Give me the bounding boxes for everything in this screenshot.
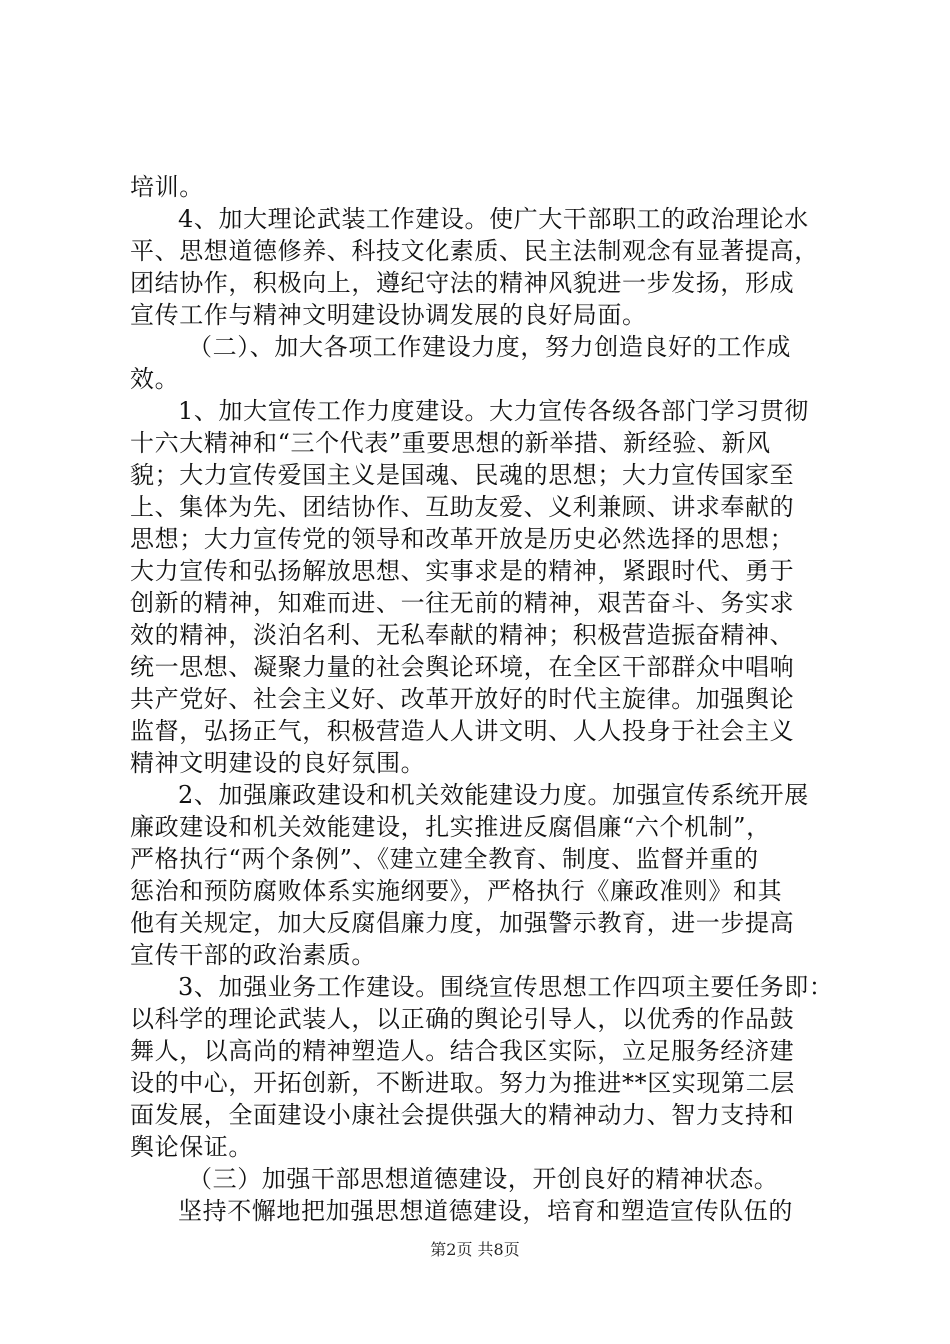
text-line: 平、思想道德修养、科技文化素质、民主法制观念有显著提高，	[130, 237, 819, 265]
text-line: 精神文明建设的良好氛围。	[130, 749, 426, 777]
text-line: 2、加强廉政建设和机关效能建设力度。加强宣传系统开展	[178, 781, 809, 809]
text-line: 面发展，全面建设小康社会提供强大的精神动力、智力支持和	[130, 1101, 795, 1129]
text-line: 严格执行“两个条例”、《建立建全教育、制度、监督并重的	[130, 845, 759, 873]
text-line: 貌；大力宣传爱国主义是国魂、民魂的思想；大力宣传国家至	[130, 461, 795, 489]
text-line: 3、加强业务工作建设。围绕宣传思想工作四项主要任务即：	[178, 973, 834, 1001]
text-line: 效的精神，淡泊名利、无私奉献的精神；积极营造振奋精神、	[130, 621, 795, 649]
text-line: 惩治和预防腐败体系实施纲要》，严格执行《廉政准则》和其	[130, 877, 783, 905]
text-line: 培训。	[130, 173, 204, 201]
text-line: （三）加强干部思想道德建设，开创良好的精神状态。	[188, 1165, 779, 1193]
text-line: 设的中心，开拓创新，不断进取。努力为推进**区实现第二层	[130, 1069, 795, 1097]
text-line: 大力宣传和弘扬解放思想、实事求是的精神，紧跟时代、勇于	[130, 557, 795, 585]
text-line: 创新的精神，知难而进、一往无前的精神，艰苦奋斗、务实求	[130, 589, 795, 617]
text-line: 效。	[130, 365, 180, 393]
text-line: 1、加大宣传工作力度建设。大力宣传各级各部门学习贯彻	[178, 397, 809, 425]
text-line: 4、加大理论武装工作建设。使广大干部职工的政治理论水	[178, 205, 809, 233]
document-body	[130, 171, 834, 1227]
text-line: 坚持不懈地把加强思想道德建设，培育和塑造宣传队伍的	[178, 1197, 793, 1225]
page-footer: 第2页 共8页	[430, 1240, 520, 1259]
text-line: 监督，弘扬正气，积极营造人人讲文明、人人投身于社会主义	[130, 717, 795, 745]
text-line: 共产党好、社会主义好、改革开放好的时代主旋律。加强舆论	[130, 685, 795, 713]
text-line: 十六大精神和“三个代表”重要思想的新举措、新经验、新风	[130, 429, 771, 457]
text-line: 舞人，以高尚的精神塑造人。结合我区实际，立足服务经济建	[130, 1037, 795, 1065]
text-line: 以科学的理论武装人，以正确的舆论引导人，以优秀的作品鼓	[130, 1005, 795, 1033]
text-line: 上、集体为先、团结协作、互助友爱、义利兼顾、讲求奉献的	[130, 493, 795, 521]
text-line: （二）、加大各项工作建设力度，努力创造良好的工作成	[188, 333, 791, 361]
text-line: 宣传干部的政治素质。	[130, 941, 376, 969]
text-line: 宣传工作与精神文明建设协调发展的良好局面。	[130, 301, 647, 329]
text-line: 团结协作，积极向上，遵纪守法的精神风貌进一步发扬，形成	[130, 269, 795, 297]
text-line: 思想；大力宣传党的领导和改革开放是历史必然选择的思想；	[130, 525, 795, 553]
text-line: 舆论保证。	[130, 1133, 253, 1161]
text-line: 统一思想、凝聚力量的社会舆论环境，在全区干部群众中唱响	[130, 653, 795, 681]
text-line: 他有关规定，加大反腐倡廉力度，加强警示教育，进一步提高	[130, 909, 795, 937]
text-line: 廉政建设和机关效能建设，扎实推进反腐倡廉“六个机制”，	[130, 813, 771, 841]
